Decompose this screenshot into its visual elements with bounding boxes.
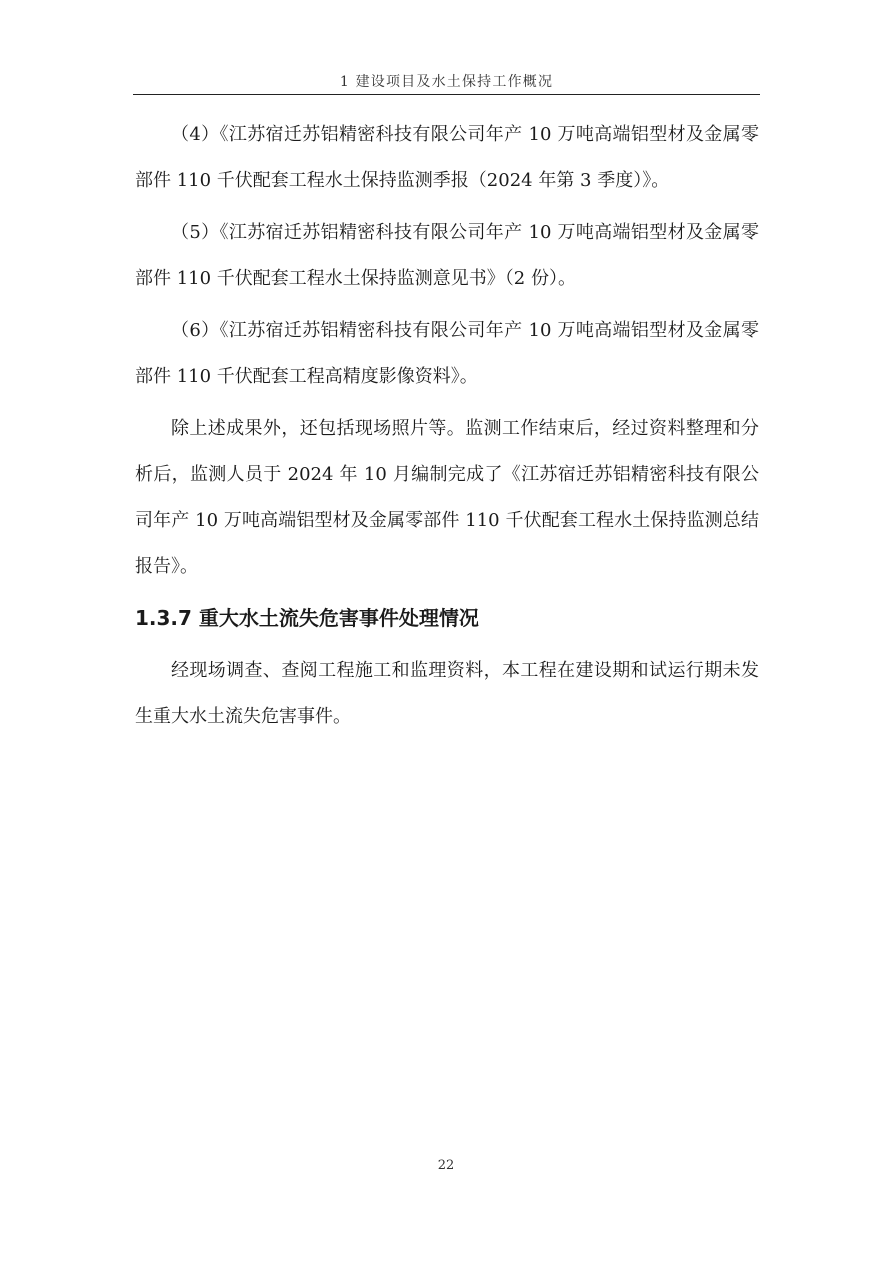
list-item-6: （6）《江苏宿迁苏铝精密科技有限公司年产 10 万吨高端铝型材及金属零部件 110 千伏配套工程高精度影像资料》。 — [135, 320, 759, 387]
section-paragraph: 经现场调查、查阅工程施工和监理资料，本工程在建设期和试运行期未发生重大水土流失危害事件。 — [135, 660, 759, 727]
section-heading: 1.3.7 重大水土流失危害事件处理情况 — [135, 606, 479, 630]
list-item-4: （4）《江苏宿迁苏铝精密科技有限公司年产 10 万吨高端铝型材及金属零部件 110 千伏配套工程水土保持监测季报（2024 年第 3 季度）》。 — [135, 124, 759, 191]
summary-paragraph: 除上述成果外，还包括现场照片等。监测工作结束后，经过资料整理和分析后，监测人员于 2024 年 10 月编制完成了《江苏宿迁苏铝精密科技有限公司年产 10 万吨高端铝型材及金属零部件 110 千伏配套工程水土保持监测总结报告》。 — [135, 418, 759, 577]
document-body — [135, 112, 759, 746]
page-number: 22 — [437, 1158, 455, 1173]
running-header: 1 建设项目及水土保持工作概况 — [133, 72, 760, 95]
list-item-5: （5）《江苏宿迁苏铝精密科技有限公司年产 10 万吨高端铝型材及金属零部件 110 千伏配套工程水土保持监测意见书》（2 份）。 — [135, 222, 759, 289]
